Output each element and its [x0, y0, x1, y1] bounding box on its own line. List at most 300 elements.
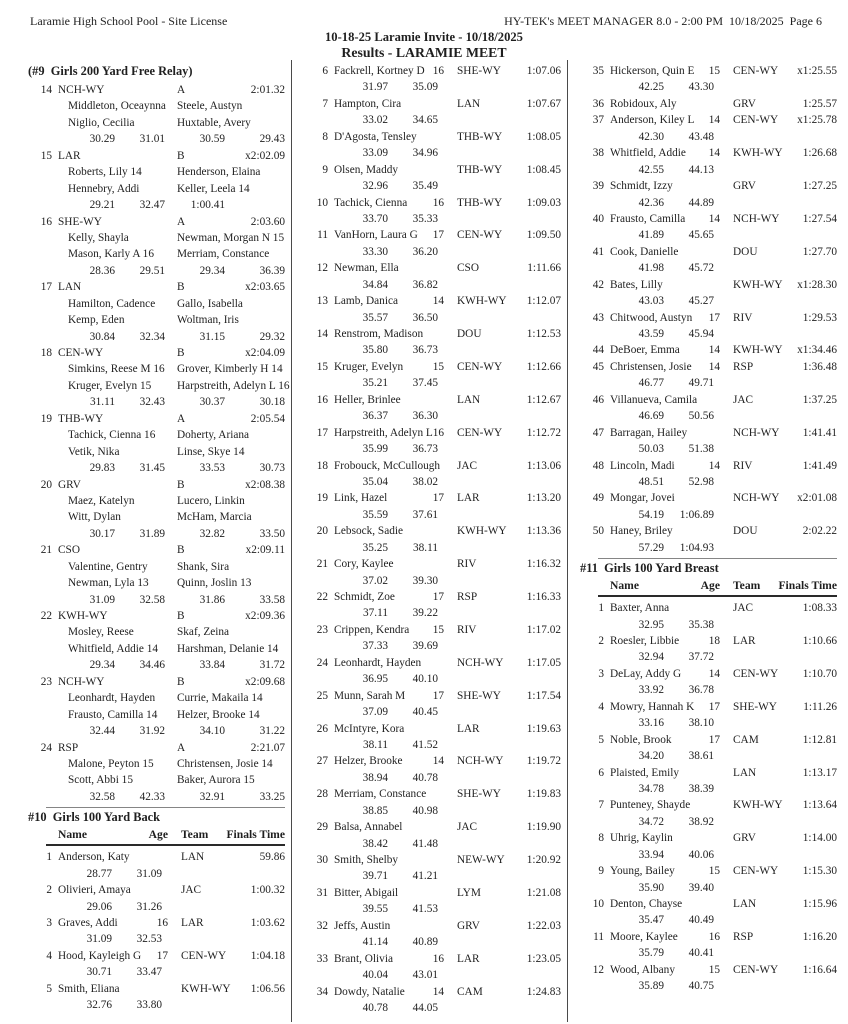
age: 14 — [708, 147, 720, 160]
finals-time: 1:11.26 — [803, 700, 837, 713]
place: 23 — [40, 675, 52, 688]
place: 24 — [40, 741, 52, 754]
split-time: 33.02 — [362, 114, 388, 127]
splits-line — [580, 474, 838, 490]
split-time: 37.33 — [362, 640, 388, 653]
finals-time: 1:11.66 — [527, 262, 561, 275]
split-time: 34.84 — [362, 278, 388, 291]
swimmer-result-line — [580, 342, 838, 358]
split-time: 41.53 — [412, 903, 438, 916]
splits-line — [580, 715, 838, 731]
swimmer-name: Villanueva, Camila — [610, 393, 698, 406]
split-time: 34.65 — [412, 114, 438, 127]
split-time: 40.45 — [412, 706, 438, 719]
finals-time: 1:15.30 — [802, 865, 837, 878]
split-time: 31.92 — [139, 725, 165, 738]
split-time: 38.02 — [412, 475, 438, 488]
finals-time: 1:36.48 — [802, 360, 837, 373]
splits-line — [304, 573, 561, 589]
splits-line — [580, 129, 838, 145]
relay-splits-line — [28, 197, 286, 213]
split-time: 33.70 — [362, 212, 388, 225]
split-time: 33.58 — [259, 593, 285, 606]
splits-line — [580, 912, 838, 928]
splits-line — [304, 704, 561, 720]
swimmer-result-line — [580, 797, 838, 813]
splits-line — [304, 277, 561, 293]
finals-time: 1:21.08 — [526, 886, 561, 899]
split-time: 39.22 — [412, 607, 438, 620]
team-code: THB-WY — [457, 130, 503, 143]
swimmer-result-line — [580, 310, 838, 326]
team-code: THB-WY — [457, 196, 503, 209]
team-code: RSP — [457, 591, 478, 603]
place: 16 — [316, 393, 328, 406]
split-time: 39.55 — [362, 903, 388, 916]
split-time: 54.19 — [638, 508, 664, 521]
split-time: 29.83 — [89, 462, 115, 475]
finals-time: 1:29.53 — [802, 311, 837, 324]
team-code: LAN — [181, 851, 205, 864]
splits-line — [580, 682, 838, 698]
splits-line — [28, 899, 286, 915]
place: 42 — [592, 278, 604, 291]
swimmer-name: Kemp, Eden — [68, 314, 125, 327]
swimmer-result-line — [580, 523, 838, 539]
place: 20 — [40, 478, 52, 491]
swimmer-name: Renstrom, Madison — [334, 328, 424, 340]
swimmer-name: Christensen, Josie 14 — [177, 757, 273, 770]
team-code: JAC — [733, 393, 754, 406]
team-code: NCH-WY — [58, 675, 105, 688]
splits-line — [304, 737, 561, 753]
swimmer-name: Hamilton, Cadence — [68, 297, 156, 310]
relay-swimmers-line — [28, 378, 290, 394]
team-code: JAC — [181, 884, 202, 897]
team-code: NCH-WY — [733, 212, 780, 225]
swimmer-name: Noble, Brook — [610, 733, 672, 746]
swimmer-result-line — [304, 162, 561, 178]
relay-swimmers-line — [28, 164, 286, 180]
split-time: 38.39 — [688, 782, 714, 795]
split-time: 33.25 — [259, 790, 285, 803]
age: 14 — [432, 985, 444, 998]
column-header-rule — [598, 595, 837, 597]
swimmer-name: Leonhardt, Hayden — [334, 656, 422, 669]
split-time: 35.25 — [362, 541, 388, 554]
splits-line — [580, 945, 838, 961]
swimmer-name: Kruger, Evelyn — [334, 360, 404, 373]
splits-line — [580, 880, 838, 896]
place: 10 — [592, 898, 604, 910]
place: 26 — [316, 722, 328, 735]
finals-time: 1:23.05 — [526, 952, 561, 965]
finals-time: 1:13.17 — [802, 766, 837, 779]
finals-time: x1:34.46 — [797, 344, 837, 357]
team-code: CEN-WY — [733, 865, 779, 878]
team-code: CEN-WY — [733, 963, 779, 976]
split-time: 33.09 — [362, 147, 388, 160]
team-code: RIV — [457, 558, 477, 571]
split-time: 31.15 — [199, 330, 225, 343]
swimmer-name: VanHorn, Laura G — [334, 229, 418, 242]
splits-line — [304, 178, 561, 194]
column-header-team: Team — [181, 828, 209, 842]
splits-line — [580, 260, 838, 276]
swimmer-result-line — [580, 699, 838, 715]
split-time: 30.18 — [259, 396, 285, 409]
split-time: 38.11 — [413, 541, 438, 554]
swimmer-name: Valentine, Gentry — [68, 560, 148, 573]
swimmer-name: Huxtable, Avery — [177, 116, 251, 129]
age: 14 — [708, 459, 720, 472]
splits-line — [580, 293, 838, 309]
place: 14 — [316, 328, 328, 340]
relay-entry-line — [28, 674, 286, 690]
place: 36 — [592, 97, 604, 110]
facility-license-text: Laramie High School Pool - Site License — [30, 14, 228, 28]
relay-swimmers-line — [28, 707, 286, 723]
relay-swimmers-line — [28, 493, 286, 509]
split-time: 40.75 — [688, 980, 714, 993]
splits-line — [304, 112, 561, 128]
relay-splits-line — [28, 789, 286, 805]
place: 14 — [40, 84, 52, 96]
split-time: 32.82 — [199, 527, 225, 540]
relay-swimmers-line — [28, 641, 286, 657]
finals-time: 1:08.45 — [526, 163, 561, 176]
split-time: 35.33 — [412, 212, 438, 225]
swimmer-name: Roberts, Lily 14 — [68, 166, 142, 179]
swimmer-name: Whitfield, Addie — [610, 147, 686, 160]
split-time: 40.78 — [412, 771, 438, 784]
place: 31 — [316, 886, 328, 899]
swimmer-result-line — [304, 227, 561, 243]
splits-line — [580, 978, 838, 994]
age: 14 — [708, 114, 720, 127]
swimmer-result-line — [304, 63, 561, 79]
finals-time: 1:08.05 — [526, 130, 561, 143]
finals-time: 1:27.70 — [802, 245, 837, 258]
split-time: 43.59 — [638, 328, 664, 340]
swimmer-result-line — [580, 929, 838, 945]
place: 18 — [40, 347, 52, 359]
team-code: CEN-WY — [733, 65, 779, 77]
swimmer-name: Harpstreith, Adelyn L — [334, 426, 433, 439]
relay-entry-line — [28, 740, 286, 756]
relay-entry-line — [28, 214, 286, 230]
team-code: LYM — [457, 886, 481, 899]
split-time: 32.34 — [139, 330, 165, 343]
splits-line — [304, 375, 561, 391]
finals-time: x2:02.09 — [245, 149, 285, 162]
split-time: 31.97 — [362, 81, 388, 94]
team-code: KWH-WY — [733, 147, 783, 160]
swimmer-name: Olivieri, Amaya — [58, 884, 131, 897]
finals-time: 1:37.25 — [802, 393, 837, 406]
finals-time: 1:12.67 — [526, 393, 561, 406]
finals-time: 1:12.81 — [802, 733, 837, 746]
splits-line — [304, 1000, 561, 1016]
splits-line — [580, 540, 838, 556]
finals-time: x2:03.65 — [245, 281, 285, 294]
splits-line — [580, 195, 838, 211]
split-time: 36.37 — [362, 410, 388, 423]
place: 5 — [598, 733, 604, 746]
swimmer-result-line — [304, 556, 561, 572]
team-code: GRV — [58, 478, 81, 491]
split-time: 40.49 — [688, 914, 714, 927]
team-code: SHE-WY — [58, 215, 102, 228]
split-time: 41.48 — [412, 837, 438, 850]
splits-line — [28, 997, 286, 1013]
team-code: RIV — [733, 459, 753, 472]
split-time: 31.09 — [86, 933, 112, 946]
team-code: CAM — [457, 985, 483, 998]
swimmer-result-line — [304, 195, 561, 211]
split-time: 57.29 — [638, 541, 664, 554]
split-time: 31.09 — [136, 867, 162, 880]
split-time: 36.82 — [412, 278, 438, 291]
swimmer-name: Link, Hazel — [334, 492, 388, 505]
finals-time: 2:02.22 — [802, 525, 837, 538]
swimmer-name: Robidoux, Aly — [610, 97, 677, 110]
age: 16 — [432, 952, 444, 965]
split-time: 52.98 — [688, 475, 714, 488]
split-time: 29.34 — [199, 264, 225, 277]
swimmer-result-line — [580, 211, 838, 227]
split-time: 44.05 — [412, 1001, 438, 1014]
place: 22 — [316, 591, 328, 603]
split-time: 42.36 — [638, 196, 664, 209]
age: 14 — [432, 295, 444, 308]
split-time: 49.71 — [688, 377, 714, 390]
team-code: GRV — [733, 97, 756, 110]
swimmer-result-line — [580, 830, 838, 846]
place: 39 — [592, 180, 604, 193]
age: 17 — [432, 591, 444, 603]
finals-time: 1:17.02 — [526, 623, 561, 636]
split-time: 29.34 — [89, 659, 115, 672]
split-time: 32.94 — [638, 651, 664, 664]
swimmer-name: Shank, Sira — [177, 560, 230, 573]
team-code: KWH-WY — [733, 344, 783, 357]
swimmer-name: McHam, Marcia — [177, 511, 252, 524]
swimmer-result-line — [580, 458, 838, 474]
finals-time: 1:00.32 — [250, 884, 285, 897]
split-time: 36.39 — [259, 264, 285, 277]
team-code: JAC — [733, 602, 754, 615]
swimmer-result-line — [304, 458, 561, 474]
split-time: 38.92 — [688, 815, 714, 828]
splits-line — [580, 781, 838, 797]
swimmer-name: Newman, Ella — [334, 262, 399, 275]
team-code: LAN — [733, 766, 757, 779]
split-time: 37.02 — [362, 574, 388, 587]
event10-results-col3 — [580, 63, 838, 556]
team-code: THB-WY — [58, 412, 104, 425]
place: 23 — [316, 623, 328, 636]
team-code: CEN-WY — [181, 949, 227, 962]
place: 7 — [598, 799, 604, 812]
splits-line — [304, 408, 561, 424]
finals-time: 1:19.83 — [526, 788, 561, 801]
split-time: 45.65 — [688, 229, 714, 242]
split-time: 42.55 — [638, 163, 664, 176]
swimmer-result-line — [304, 326, 561, 342]
team-code: SHE-WY — [457, 689, 501, 702]
team-code: KWH-WY — [457, 525, 507, 538]
split-time: 46.69 — [638, 410, 664, 423]
event10-results-col2 — [304, 63, 561, 1016]
swimmer-name: Hood, Kayleigh G — [58, 949, 142, 962]
split-time: 43.30 — [688, 81, 714, 94]
splits-line — [304, 507, 561, 523]
finals-time: 2:05.54 — [250, 412, 285, 425]
place: 8 — [598, 832, 604, 845]
swimmer-result-line — [580, 666, 838, 682]
split-time: 39.69 — [412, 640, 438, 653]
place: 45 — [592, 360, 604, 373]
age: 15 — [708, 65, 720, 77]
swimmer-name: Smith, Shelby — [334, 854, 399, 866]
column-header-finals-time: Finals Time — [226, 828, 285, 842]
place: 34 — [316, 985, 328, 998]
team-code: LAR — [733, 635, 756, 647]
place: 7 — [322, 97, 328, 110]
finals-time: x2:04.09 — [245, 347, 285, 359]
split-time: 33.16 — [638, 717, 664, 730]
relay-swimmers-line — [28, 296, 286, 312]
splits-line — [304, 967, 561, 983]
team-code: LAN — [457, 393, 481, 406]
swimmer-name: Heller, Brinlee — [334, 393, 401, 406]
place: 19 — [40, 412, 52, 425]
finals-time: 1:13.20 — [526, 492, 561, 505]
split-time: 38.94 — [362, 771, 388, 784]
swimmer-name: Linse, Skye 14 — [177, 445, 245, 458]
swimmer-name: Dowdy, Natalie — [334, 985, 405, 998]
place: 3 — [598, 667, 604, 680]
split-time: 39.71 — [362, 870, 388, 883]
split-time: 35.21 — [362, 377, 388, 390]
swimmer-result-line — [580, 600, 838, 616]
split-time: 32.76 — [86, 999, 112, 1012]
split-time: 32.95 — [638, 618, 664, 631]
split-time: 36.73 — [412, 344, 438, 357]
team-code: KWH-WY — [181, 982, 231, 995]
relay-splits-line — [28, 460, 286, 476]
swimmer-name: Hampton, Cira — [334, 97, 402, 110]
finals-time: 1:13.06 — [526, 459, 561, 472]
swimmer-name: Olsen, Maddy — [334, 163, 399, 176]
place: 24 — [316, 656, 328, 669]
place: 28 — [316, 788, 328, 801]
swimmer-result-line — [304, 523, 561, 539]
team-code: JAC — [457, 459, 478, 472]
swimmer-name: Niglio, Cecilia — [68, 116, 135, 129]
split-time: 33.53 — [199, 462, 225, 475]
swimmer-result-line — [304, 918, 561, 934]
relay-letter: B — [177, 149, 185, 162]
split-time: 37.11 — [363, 607, 388, 620]
relay-letter: A — [177, 412, 186, 425]
place: 30 — [316, 854, 328, 866]
column-divider-left — [291, 60, 292, 1022]
swimmer-result-line — [580, 112, 838, 128]
split-time: 37.09 — [362, 706, 388, 719]
place: 6 — [322, 65, 328, 77]
relay-entry-line — [28, 82, 286, 98]
split-time: 50.56 — [688, 410, 714, 423]
split-time: 29.43 — [259, 133, 285, 146]
relay-splits-line — [28, 394, 286, 410]
swimmer-name: Chitwood, Austyn — [610, 311, 693, 324]
split-time: 41.98 — [638, 262, 664, 275]
swimmer-result-line — [304, 885, 561, 901]
team-code: CEN-WY — [457, 229, 503, 242]
swimmer-name: Keller, Leela 14 — [177, 182, 250, 195]
place: 17 — [316, 426, 328, 439]
relay-swimmers-line — [28, 98, 286, 114]
relay-letter: B — [177, 675, 185, 688]
place: 20 — [316, 525, 328, 538]
place: 5 — [46, 982, 52, 995]
split-time: 28.77 — [86, 867, 112, 880]
swimmer-name: Lucero, Linkin — [177, 494, 245, 507]
swimmer-name: Currie, Makaila 14 — [177, 692, 263, 705]
team-code: GRV — [457, 919, 480, 932]
relay-letter: B — [177, 544, 185, 557]
age: 17 — [156, 949, 168, 962]
split-time: 34.46 — [139, 659, 165, 672]
split-time: 40.78 — [362, 1001, 388, 1014]
place: 11 — [593, 930, 604, 943]
swimmer-name: Whitfield, Addie 14 — [68, 642, 159, 655]
swimmer-name: Frausto, Camilla 14 — [68, 708, 158, 721]
split-time: 50.03 — [638, 443, 664, 456]
team-code: KWH-WY — [733, 799, 783, 812]
swimmer-name: Tachick, Cienna 16 — [68, 429, 156, 442]
swimmer-result-line — [28, 882, 286, 898]
team-code: SHE-WY — [733, 700, 777, 713]
split-time: 34.20 — [638, 750, 664, 763]
swimmer-result-line — [580, 178, 838, 194]
place: 50 — [592, 525, 604, 538]
swimmer-result-line — [580, 863, 838, 879]
split-time: 35.99 — [362, 443, 388, 456]
finals-time: 1:08.33 — [802, 602, 837, 615]
relay-swimmers-line — [28, 559, 286, 575]
split-time: 43.48 — [688, 130, 714, 143]
swimmer-result-line — [304, 359, 561, 375]
finals-time: 1:16.20 — [802, 930, 837, 943]
swimmer-name: Simkins, Reese M 16 — [68, 363, 165, 376]
split-time: 40.41 — [688, 947, 714, 960]
split-time: 39.40 — [688, 881, 714, 894]
team-code: CSO — [457, 262, 479, 275]
splits-line — [304, 605, 561, 621]
split-time: 40.89 — [412, 936, 438, 949]
swimmer-result-line — [28, 981, 286, 997]
finals-time: 1:20.92 — [526, 854, 561, 866]
split-time: 31.01 — [139, 133, 165, 146]
swimmer-name: Newman, Lyla 13 — [68, 577, 149, 590]
swimmer-result-line — [304, 688, 561, 704]
event9-heading: (#9 Girls 200 Yard Free Relay) — [28, 64, 193, 78]
place: 35 — [592, 65, 604, 77]
split-time: 36.73 — [412, 443, 438, 456]
